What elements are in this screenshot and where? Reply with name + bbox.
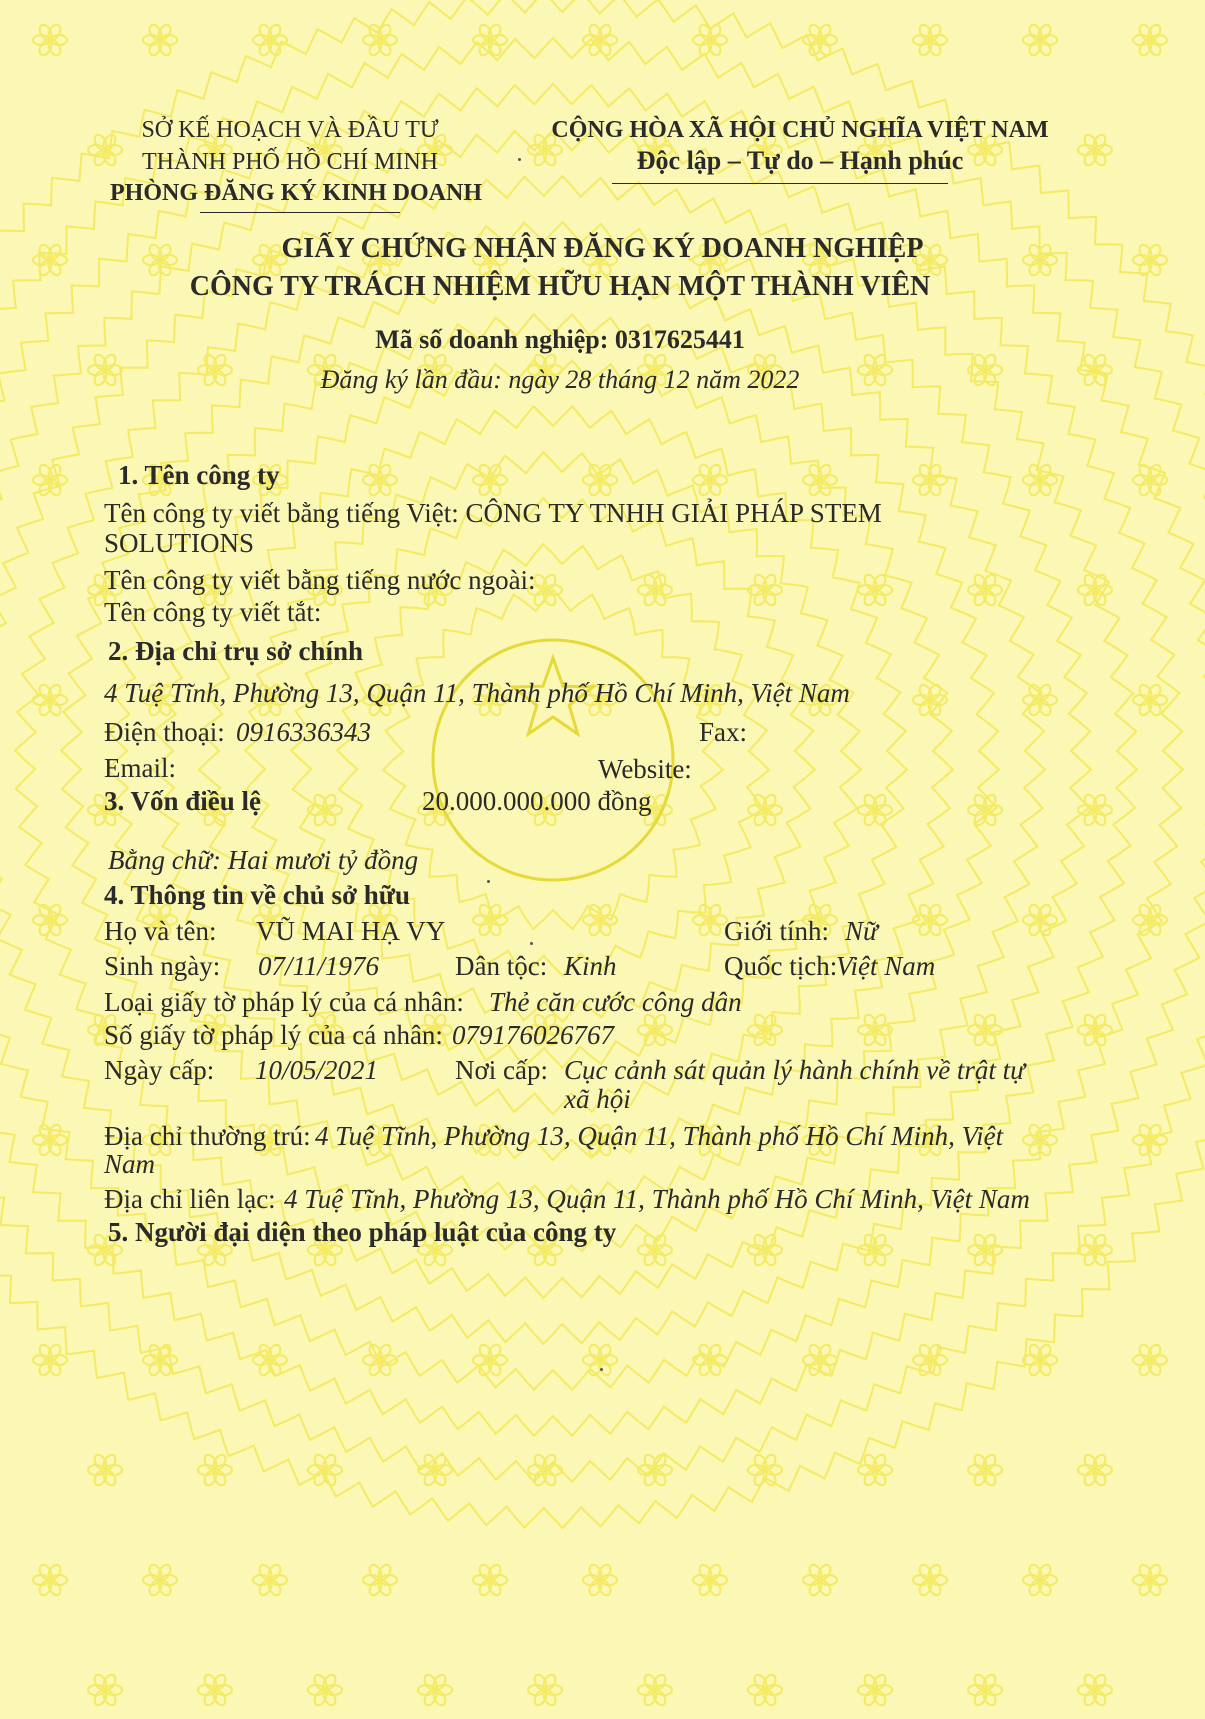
pattern-petal xyxy=(1146,1343,1163,1362)
permanent-address-line2: Nam xyxy=(104,1149,156,1179)
pattern-petal xyxy=(1146,1563,1163,1582)
company-name-vn-line2: SOLUTIONS xyxy=(104,528,255,558)
pattern-petal xyxy=(917,38,934,57)
pattern-petal xyxy=(1027,918,1044,937)
pattern-petal xyxy=(37,1578,54,1597)
pattern-petal xyxy=(706,903,723,922)
charter-capital-in-words: Bằng chữ: Hai mươi tỷ đồng xyxy=(108,845,419,875)
pattern-petal xyxy=(761,1453,778,1472)
pattern-petal xyxy=(1036,1343,1053,1362)
pattern-petal xyxy=(431,1673,448,1692)
pattern-petal xyxy=(981,1453,998,1472)
pattern-petal xyxy=(46,1343,63,1362)
pattern-petal xyxy=(1137,38,1154,57)
pattern-petal xyxy=(312,808,329,827)
pattern-petal xyxy=(972,1248,989,1267)
issue-date-value: 10/05/2021 xyxy=(255,1055,379,1085)
pattern-petal xyxy=(422,1688,439,1707)
pattern-petal xyxy=(202,1468,219,1487)
pattern-petal xyxy=(156,1563,173,1582)
pattern-petal xyxy=(1091,1013,1108,1032)
pattern-petal xyxy=(926,463,943,482)
pattern-petal xyxy=(981,1673,998,1692)
pattern-petal xyxy=(1091,1233,1108,1252)
pattern-petal xyxy=(761,573,778,592)
pattern-petal xyxy=(862,1468,879,1487)
pattern-petal xyxy=(816,1563,833,1582)
pattern-petal xyxy=(257,38,274,57)
pattern-petal xyxy=(211,1453,228,1472)
certificate-title-line2: CÔNG TY TRÁCH NHIỆM HỮU HẠN MỘT THÀNH VIÊN xyxy=(189,271,931,302)
header-right-motto: Độc lập – Tự do – Hạnh phúc xyxy=(636,146,964,175)
pattern-petal xyxy=(486,1343,503,1362)
pattern-petal xyxy=(1091,133,1108,152)
pattern-petal xyxy=(532,1688,549,1707)
pattern-petal xyxy=(46,1123,63,1142)
pattern-petal xyxy=(367,1358,384,1377)
pattern-petal xyxy=(642,1688,659,1707)
pattern-petal xyxy=(477,1578,494,1597)
pattern-petal xyxy=(1137,1578,1154,1597)
issue-place-line1: Cục cảnh sát quản lý hành chính về trật tự xyxy=(564,1055,1025,1085)
pattern-petal xyxy=(312,1688,329,1707)
pattern-petal xyxy=(376,1563,393,1582)
pattern-petal xyxy=(871,793,888,812)
pattern-petal xyxy=(917,918,934,937)
pattern-petal xyxy=(1027,478,1044,497)
head-office-address: 4 Tuệ Tĩnh, Phường 13, Quận 11, Thành phố Hồ Chí Minh, Việt Nam xyxy=(104,678,850,708)
pattern-petal xyxy=(101,1453,118,1472)
pattern-petal xyxy=(642,1248,659,1267)
pattern-petal xyxy=(37,1138,54,1157)
pattern-petal xyxy=(367,38,384,57)
pattern-petal xyxy=(1137,698,1154,717)
pattern-petal xyxy=(1146,1123,1163,1142)
pattern-petal xyxy=(422,1248,439,1267)
pattern-petal xyxy=(211,1673,228,1692)
owner-name-value: VŨ MAI HẠ VY xyxy=(256,916,446,946)
section1-heading: 1. Tên công ty xyxy=(118,460,280,490)
pattern-petal xyxy=(532,1468,549,1487)
owner-name-label: Họ và tên: xyxy=(104,916,217,946)
pattern-petal xyxy=(926,1563,943,1582)
pattern-petal xyxy=(1082,148,1099,167)
header-left-underline xyxy=(200,212,400,213)
header-right-line1: CỘNG HÒA XÃ HỘI CHỦ NGHĨA VIỆT NAM xyxy=(551,117,1049,143)
pattern-petal xyxy=(981,573,998,592)
pattern-petal xyxy=(917,478,934,497)
pattern-petal xyxy=(1091,1673,1108,1692)
pattern-petal xyxy=(1036,1563,1053,1582)
legal-doc-number-value: 079176026767 xyxy=(452,1020,614,1050)
pattern-petal xyxy=(642,588,659,607)
company-name-vn-line1: Tên công ty viết bằng tiếng Việt: CÔNG TY TNHH GIẢI PHÁP STEM xyxy=(104,498,882,528)
pattern-petal xyxy=(816,23,833,42)
pattern-petal xyxy=(972,588,989,607)
enterprise-code: Mã số doanh nghiệp: 0317625441 xyxy=(375,325,745,354)
legal-doc-type-label: Loại giấy tờ pháp lý của cá nhân: xyxy=(104,987,464,1017)
certificate-title-line1: GIẤY CHỨNG NHẬN ĐĂNG KÝ DOANH NGHIỆP xyxy=(281,233,924,264)
pattern-petal xyxy=(1027,1578,1044,1597)
pattern-petal xyxy=(862,1248,879,1267)
section4-heading: 4. Thông tin về chủ sở hữu xyxy=(104,880,411,910)
header-left-line2: THÀNH PHỐ HỒ CHÍ MINH xyxy=(142,149,438,175)
scan-speck xyxy=(600,1368,603,1371)
scan-speck xyxy=(518,158,521,161)
nationality-label: Quốc tịch: xyxy=(724,951,838,981)
pattern-petal xyxy=(147,38,164,57)
pattern-petal xyxy=(871,1453,888,1472)
gender-value: Nữ xyxy=(845,916,878,946)
pattern-petal xyxy=(541,573,558,592)
pattern-petal xyxy=(37,1358,54,1377)
pattern-petal xyxy=(871,1673,888,1692)
pattern-petal xyxy=(532,1248,549,1267)
pattern-petal xyxy=(486,23,503,42)
charter-capital-amount: 20.000.000.000 đồng xyxy=(422,786,652,816)
pattern-petal xyxy=(697,478,714,497)
pattern-petal xyxy=(761,1013,778,1032)
pattern-petal xyxy=(706,463,723,482)
pattern-petal xyxy=(1027,38,1044,57)
pattern-petal xyxy=(926,683,943,702)
issue-place-label: Nơi cấp: xyxy=(455,1055,548,1085)
pattern-petal xyxy=(1091,793,1108,812)
pattern-petal xyxy=(1082,1688,1099,1707)
pattern-petal xyxy=(1082,1468,1099,1487)
pattern-petal xyxy=(972,1688,989,1707)
pattern-petal xyxy=(321,1453,338,1472)
permanent-address-line1: 4 Tuệ Tĩnh, Phường 13, Quận 11, Thành phố Hồ Chí Minh, Việt xyxy=(315,1121,1004,1151)
scan-speck xyxy=(487,880,490,883)
contact-address-value: 4 Tuệ Tĩnh, Phường 13, Quận 11, Thành phố Hồ Chí Minh, Việt Nam xyxy=(284,1184,1030,1214)
pattern-petal xyxy=(1137,478,1154,497)
pattern-petal xyxy=(871,1013,888,1032)
pattern-petal xyxy=(596,23,613,42)
pattern-petal xyxy=(202,1688,219,1707)
pattern-petal xyxy=(367,1578,384,1597)
pattern-petal xyxy=(926,903,943,922)
pattern-petal xyxy=(651,1233,668,1252)
section2-heading: 2. Địa chỉ trụ sở chính xyxy=(108,636,363,666)
nationality-value: Việt Nam xyxy=(836,951,936,981)
section5-heading: 5. Người đại diện theo pháp luật của công ty xyxy=(108,1217,617,1247)
pattern-petal xyxy=(596,1343,613,1362)
pattern-petal xyxy=(312,1248,329,1267)
legal-doc-type-value: Thẻ căn cước công dân xyxy=(489,987,742,1017)
header-left-line1: SỞ KẾ HOẠCH VÀ ĐẦU TƯ xyxy=(141,117,439,143)
pattern-petal xyxy=(862,808,879,827)
pattern-petal xyxy=(156,23,173,42)
pattern-petal xyxy=(1027,698,1044,717)
pattern-petal xyxy=(541,1673,558,1692)
dob-value: 07/11/1976 xyxy=(258,951,379,981)
pattern-petal xyxy=(37,38,54,57)
issue-place-line2: xã hội xyxy=(564,1084,631,1114)
pattern-petal xyxy=(37,698,54,717)
pattern-petal xyxy=(92,1248,109,1267)
legal-doc-number-label: Số giấy tờ pháp lý của cá nhân: xyxy=(104,1020,443,1050)
ethnicity-label: Dân tộc: xyxy=(455,951,548,981)
pattern-petal xyxy=(486,1563,503,1582)
pattern-petal xyxy=(92,1688,109,1707)
company-short-name-label: Tên công ty viết tắt: xyxy=(104,597,322,627)
pattern-petal xyxy=(972,1468,989,1487)
pattern-petal xyxy=(101,1673,118,1692)
pattern-petal xyxy=(917,1578,934,1597)
pattern-petal xyxy=(862,1688,879,1707)
pattern-petal xyxy=(697,1358,714,1377)
pattern-petal xyxy=(926,23,943,42)
pattern-petal xyxy=(1027,1358,1044,1377)
pattern-petal xyxy=(862,1028,879,1047)
issue-date-label: Ngày cấp: xyxy=(104,1055,215,1085)
pattern-petal xyxy=(926,1343,943,1362)
phone-label: Điện thoại: xyxy=(104,717,225,747)
pattern-petal xyxy=(587,478,604,497)
pattern-petal xyxy=(92,1468,109,1487)
pattern-petal xyxy=(752,588,769,607)
pattern-petal xyxy=(477,478,494,497)
header-left-line3: PHÒNG ĐĂNG KÝ KINH DOANH xyxy=(110,180,482,206)
pattern-petal xyxy=(147,1358,164,1377)
pattern-petal xyxy=(972,1028,989,1047)
pattern-petal xyxy=(1137,1358,1154,1377)
pattern-petal xyxy=(1082,1248,1099,1267)
pattern-petal xyxy=(752,1688,769,1707)
pattern-petal xyxy=(871,1233,888,1252)
email-label: Email: xyxy=(104,753,176,783)
scan-speck xyxy=(530,942,533,945)
gender-label: Giới tính: xyxy=(724,916,830,946)
pattern-petal xyxy=(1091,1453,1108,1472)
pattern-petal xyxy=(46,23,63,42)
pattern-petal xyxy=(1027,1138,1044,1157)
pattern-petal xyxy=(46,1563,63,1582)
company-name-foreign-label: Tên công ty viết bằng tiếng nước ngoài: xyxy=(104,565,536,595)
pattern-petal xyxy=(1146,683,1163,702)
pattern-petal xyxy=(761,1673,778,1692)
pattern-petal xyxy=(147,1578,164,1597)
pattern-petal xyxy=(706,1343,723,1362)
header-right-underline xyxy=(612,183,948,184)
pattern-petal xyxy=(706,1563,723,1582)
pattern-petal xyxy=(46,683,63,702)
contact-address-label: Địa chỉ liên lạc: xyxy=(104,1184,276,1214)
pattern-petal xyxy=(816,1343,833,1362)
pattern-petal xyxy=(321,793,338,812)
pattern-petal xyxy=(596,1563,613,1582)
pattern-petal xyxy=(862,588,879,607)
permanent-address-label: Địa chỉ thường trú: xyxy=(104,1121,311,1151)
pattern-petal xyxy=(257,1578,274,1597)
website-label: Website: xyxy=(598,754,692,784)
pattern-petal xyxy=(587,918,604,937)
pattern-petal xyxy=(587,1578,604,1597)
pattern-petal xyxy=(1036,903,1053,922)
first-registration-date: Đăng ký lần đầu: ngày 28 tháng 12 năm 2022 xyxy=(320,365,800,394)
ethnicity-value: Kinh xyxy=(564,951,617,981)
pattern-petal xyxy=(1146,23,1163,42)
fax-label: Fax: xyxy=(699,717,748,747)
pattern-petal xyxy=(422,1468,439,1487)
pattern-petal xyxy=(981,1013,998,1032)
phone-value: 0916336343 xyxy=(236,717,371,747)
pattern-petal xyxy=(266,23,283,42)
section3-heading: 3. Vốn điều lệ xyxy=(104,786,262,816)
pattern-petal xyxy=(651,1673,668,1692)
dob-label: Sinh ngày: xyxy=(104,951,221,981)
pattern-petal xyxy=(697,918,714,937)
pattern-petal xyxy=(807,1578,824,1597)
pattern-petal xyxy=(1036,23,1053,42)
pattern-petal xyxy=(321,1673,338,1692)
pattern-petal xyxy=(981,1233,998,1252)
pattern-petal xyxy=(697,1578,714,1597)
pattern-petal xyxy=(477,918,494,937)
pattern-petal xyxy=(367,478,384,497)
pattern-petal xyxy=(266,1563,283,1582)
pattern-petal xyxy=(541,1453,558,1472)
